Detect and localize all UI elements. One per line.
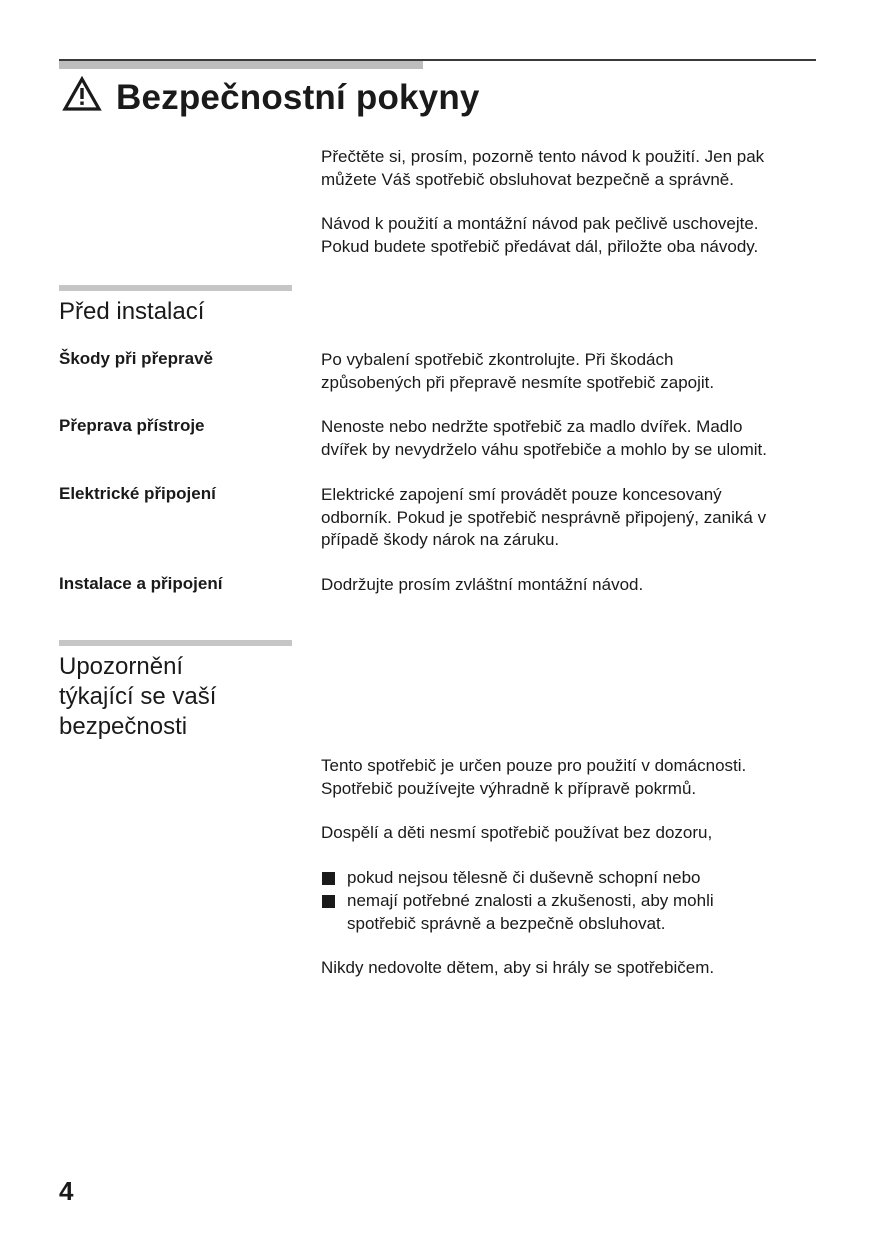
label-electrical-connection: Elektrické připojení xyxy=(59,484,216,503)
label-installation: Instalace a připojení xyxy=(59,574,223,593)
text-line: případě škody nárok na záruku. xyxy=(321,530,560,549)
safety-paragraph-1 xyxy=(321,755,821,800)
text-line: nemají potřebné znalosti a zkušenosti, aby mohli xyxy=(347,891,714,910)
heading-line: bezpečnosti xyxy=(59,713,188,740)
text-line: můžete Váš spotřebič obsluhovat bezpečně a správně. xyxy=(321,169,734,189)
text-line: Přečtěte si, prosím, pozorně tento návod k použití. Jen pak xyxy=(321,147,765,166)
paragraph-transport-damage xyxy=(321,349,821,394)
bullet-text xyxy=(347,890,714,935)
label-transport-damage: Škody při přepravě xyxy=(59,349,214,368)
text-line: Nenoste nebo nedržte spotřebič za madlo dvířek. Madlo xyxy=(321,417,743,436)
text-line: Dospělí a děti nesmí spotřebič používat bez dozoru, xyxy=(321,823,713,842)
section-heading-before-install: Před instalací xyxy=(59,298,205,325)
text-line: dvířek by nevydrželo váhu spotřebiče a mohlo by se ulomit. xyxy=(321,439,768,459)
safety-paragraph-2 xyxy=(321,822,821,845)
heading-line: týkající se vaší xyxy=(59,683,217,710)
bullet-text xyxy=(347,867,700,890)
text-line: způsobených při přepravě nesmíte spotřebič zapojit. xyxy=(321,372,715,392)
heading-line: Upozornění xyxy=(59,653,184,680)
section-rule-before-install xyxy=(59,285,292,291)
bullet-square-icon xyxy=(322,872,335,885)
page-title-text: Bezpečnostní pokyny xyxy=(116,78,480,117)
intro-paragraph-2 xyxy=(321,213,821,258)
intro-paragraph-1 xyxy=(321,146,821,191)
section-rule-safety xyxy=(59,640,292,646)
text-line: spotřebič správně a bezpečně obsluhovat. xyxy=(347,913,666,933)
warning-triangle-icon xyxy=(62,76,102,112)
text-line: Spotřebič používejte výhradně k přípravě pokrmů. xyxy=(321,778,697,798)
text-line: Po vybalení spotřebič zkontrolujte. Při škodách xyxy=(321,350,674,369)
text-line: pokud nejsou tělesně či duševně schopní nebo xyxy=(347,868,701,887)
text-line: Elektrické zapojení smí provádět pouze koncesovaný xyxy=(321,485,722,504)
page-number: 4 xyxy=(59,1176,74,1206)
text-line: Pokud budete spotřebič předávat dál, přiložte oba návody. xyxy=(321,236,759,256)
text-line: Návod k použití a montážní návod pak pečlivě uschovejte. xyxy=(321,214,759,233)
text-line: odborník. Pokud je spotřebič nesprávně připojený, zaniká v xyxy=(321,507,767,527)
header-rule-thick xyxy=(59,61,423,69)
bullet-square-icon xyxy=(322,895,335,908)
text-line: Tento spotřebič je určen pouze pro použití v domácnosti. xyxy=(321,756,747,775)
text-line: Dodržujte prosím zvláštní montážní návod. xyxy=(321,575,644,594)
paragraph-electrical-connection xyxy=(321,484,821,552)
label-appliance-transport: Přeprava přístroje xyxy=(59,416,205,435)
paragraph-installation xyxy=(321,574,821,597)
section-heading-safety xyxy=(59,652,299,742)
page-title xyxy=(62,74,480,122)
paragraph-appliance-transport xyxy=(321,416,821,461)
safety-paragraph-3 xyxy=(321,957,821,980)
text-line: Nikdy nedovolte dětem, aby si hrály se spotřebičem. xyxy=(321,958,715,977)
